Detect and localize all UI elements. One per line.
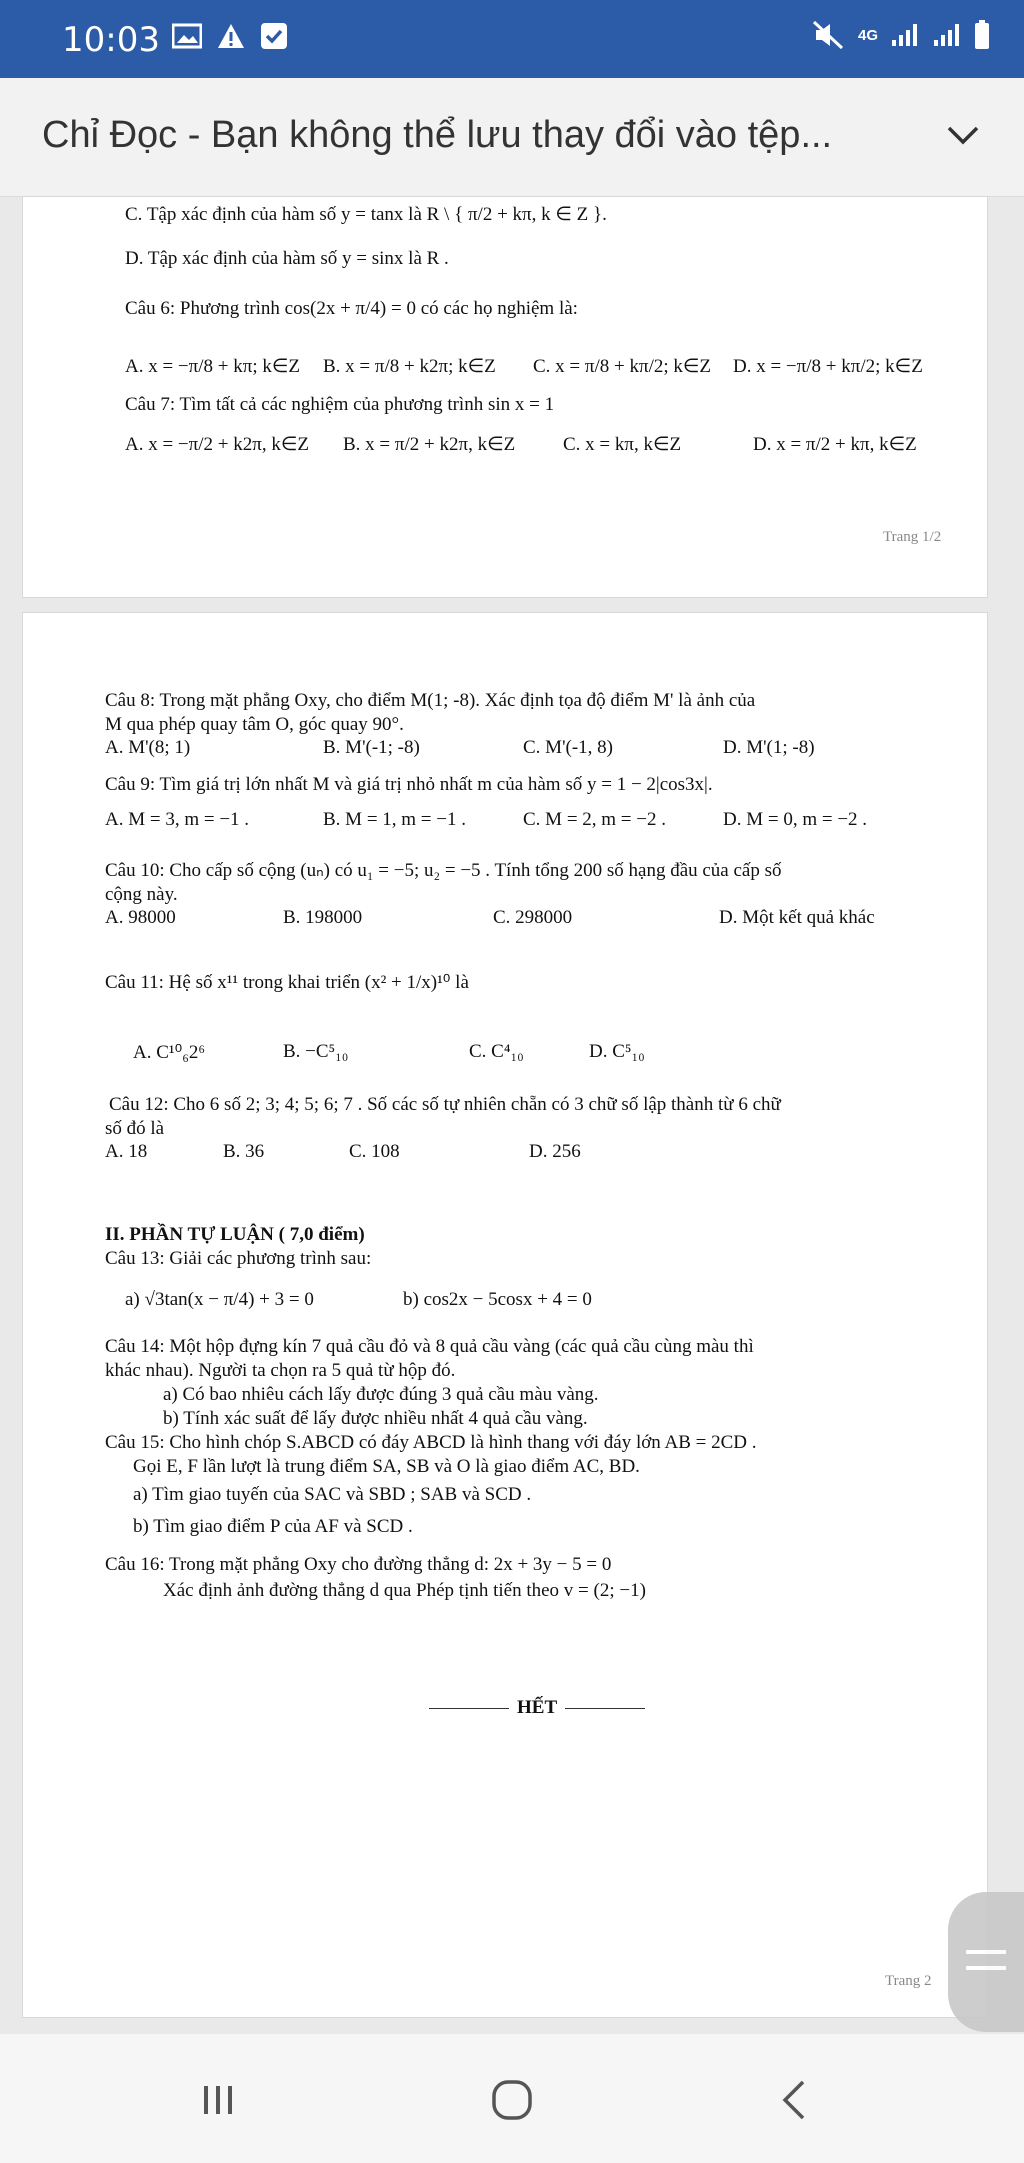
question-14: Câu 14: Một hộp đựng kín 7 quả cầu đỏ và 8 quả cầu vàng (các quả cầu cùng màu thì (105, 1336, 754, 1357)
q15-part-a: a) Tìm giao tuyến của SAC và SBD ; SAB và SCD . (133, 1484, 532, 1505)
question-8: Câu 8: Trong mặt phẳng Oxy, cho điểm M(1; -8). Xác định tọa độ điểm M' là ảnh của (105, 690, 756, 711)
q7-option-c: C. x = kπ, k∈Z (563, 434, 682, 455)
status-bar (0, 0, 1024, 78)
question-12-cont: số đó là (105, 1118, 165, 1139)
home-button[interactable] (482, 2070, 542, 2130)
handle-grip-line (966, 1966, 1006, 1970)
question-11: Câu 11: Hệ số x¹¹ trong khai triển (x² + 1/x)¹⁰ là (105, 972, 469, 993)
mute-icon (812, 20, 846, 50)
q11-option-a: A. C¹⁰₆2⁶ (133, 1042, 205, 1063)
battery-icon (974, 20, 990, 50)
q11-option-c: C. C⁴₁₀ (469, 1041, 524, 1062)
page-number-1: Trang 1/2 (883, 529, 942, 545)
question-15: Câu 15: Cho hình chóp S.ABCD có đáy ABCD là hình thang với đáy lớn AB = 2CD . (105, 1432, 757, 1453)
chevron-down-icon[interactable] (946, 124, 980, 146)
question-7: Câu 7: Tìm tất cả các nghiệm của phương trình sin x = 1 (125, 394, 555, 415)
question-15-cont: Gọi E, F lần lượt là trung điểm SA, SB và O là giao điểm AC, BD. (133, 1456, 640, 1477)
q14-part-a: a) Có bao nhiêu cách lấy được đúng 3 quả cầu màu vàng. (163, 1384, 599, 1405)
question-16-cont: Xác định ảnh đường thẳng d qua Phép tịnh tiến theo v = (2; −1) (163, 1580, 646, 1601)
q12-option-c: C. 108 (349, 1141, 400, 1162)
q8-option-c: C. M'(-1, 8) (523, 737, 613, 758)
recents-icon (198, 2082, 238, 2118)
image-icon (172, 23, 202, 49)
end-dash-left (429, 1708, 509, 1709)
q6-option-d: D. x = −π/8 + kπ/2; k∈Z (733, 356, 923, 377)
q8-option-d: D. M'(1; -8) (723, 737, 815, 758)
q9-option-c: C. M = 2, m = −2 . (523, 809, 666, 830)
back-button[interactable] (764, 2070, 824, 2130)
part-2-heading: II. PHẦN TỰ LUẬN ( 7,0 điểm) (105, 1224, 365, 1245)
q10-option-a: A. 98000 (105, 907, 176, 928)
handle-grip-line (966, 1950, 1006, 1954)
q15-part-b: b) Tìm giao điểm P của AF và SCD . (133, 1516, 413, 1537)
q10-option-b: B. 198000 (283, 907, 363, 928)
navigation-bar (0, 2034, 1024, 2163)
check-box-icon (260, 22, 288, 50)
question-12: Câu 12: Cho 6 số 2; 3; 4; 5; 6; 7 . Số các số tự nhiên chẵn có 3 chữ số lập thành từ 6 chữ (109, 1094, 781, 1115)
system-icons (812, 20, 990, 50)
page-number-2: Trang 2 (885, 1973, 932, 1989)
q12-option-b: B. 36 (223, 1141, 265, 1162)
question-13: Câu 13: Giải các phương trình sau: (105, 1248, 372, 1269)
home-icon (490, 2078, 534, 2122)
domain-line-d: D. Tập xác định của hàm số y = sinx là R . (125, 248, 449, 269)
status-time: 10:03 (62, 20, 160, 60)
notification-icons (172, 22, 288, 50)
q6-option-b: B. x = π/8 + k2π; k∈Z (323, 356, 496, 377)
q8-option-a: A. M'(8; 1) (105, 737, 191, 758)
document-page-1 (22, 196, 988, 598)
warning-icon (216, 22, 246, 50)
q8-option-b: B. M'(-1; -8) (323, 737, 420, 758)
q13-part-a: a) √3tan(x − π/4) + 3 = 0 (125, 1289, 314, 1310)
back-icon (779, 2078, 809, 2122)
q7-option-a: A. x = −π/2 + k2π, k∈Z (125, 434, 309, 455)
q10-option-c: C. 298000 (493, 907, 573, 928)
q7-option-d: D. x = π/2 + kπ, k∈Z (753, 434, 917, 455)
document-page-2 (22, 612, 988, 2018)
q7-option-b: B. x = π/2 + k2π, k∈Z (343, 434, 516, 455)
q11-option-b: B. −C⁵₁₀ (283, 1041, 349, 1062)
question-6: Câu 6: Phương trình cos(2x + π/4) = 0 có các họ nghiệm là: (125, 298, 578, 319)
q6-option-c: C. x = π/8 + kπ/2; k∈Z (533, 356, 712, 377)
q12-option-d: D. 256 (529, 1141, 581, 1162)
read-only-title: Chỉ Đọc - Bạn không thể lưu thay đổi vào tệp... (42, 114, 833, 156)
signal-icon (890, 22, 920, 48)
q11-option-d: D. C⁵₁₀ (589, 1041, 645, 1062)
q9-option-a: A. M = 3, m = −1 . (105, 809, 250, 830)
end-label: HẾT (517, 1697, 558, 1718)
recent-apps-button[interactable] (188, 2070, 248, 2130)
question-8-cont: M qua phép quay tâm O, góc quay 90°. (105, 714, 404, 735)
fast-scroll-handle[interactable] (948, 1892, 1024, 2032)
question-10-cont: cộng này. (105, 884, 178, 905)
end-dash-right (565, 1708, 645, 1709)
q6-option-a: A. x = −π/8 + kπ; k∈Z (125, 356, 301, 377)
end-marker (421, 1697, 653, 1719)
domain-line-c: C. Tập xác định của hàm số y = tanx là R \ { π/2 + kπ, k ∈ Z }. (125, 204, 607, 225)
q14-part-b: b) Tính xác suất để lấy được nhiều nhất 4 quả cầu vàng. (163, 1408, 588, 1429)
network-type-label: 4G (857, 26, 878, 44)
q9-option-d: D. M = 0, m = −2 . (723, 809, 868, 830)
question-9: Câu 9: Tìm giá trị lớn nhất M và giá trị nhỏ nhất m của hàm số y = 1 − 2|cos3x|. (105, 774, 713, 795)
document-title-bar[interactable] (0, 78, 1024, 197)
signal-icon-2 (932, 22, 962, 48)
q12-option-a: A. 18 (105, 1141, 148, 1162)
q13-part-b: b) cos2x − 5cosx + 4 = 0 (403, 1289, 592, 1310)
q10-option-d: D. Một kết quả khác (719, 907, 875, 928)
q9-option-b: B. M = 1, m = −1 . (323, 809, 466, 830)
question-10: Câu 10: Cho cấp số cộng (uₙ) có u₁ = −5; u₂ = −5 . Tính tổng 200 số hạng đầu của cấp số (105, 860, 782, 881)
question-14-cont: khác nhau). Người ta chọn ra 5 quả từ hộp đó. (105, 1360, 456, 1381)
question-16: Câu 16: Trong mặt phẳng Oxy cho đường thẳng d: 2x + 3y − 5 = 0 (105, 1554, 612, 1575)
